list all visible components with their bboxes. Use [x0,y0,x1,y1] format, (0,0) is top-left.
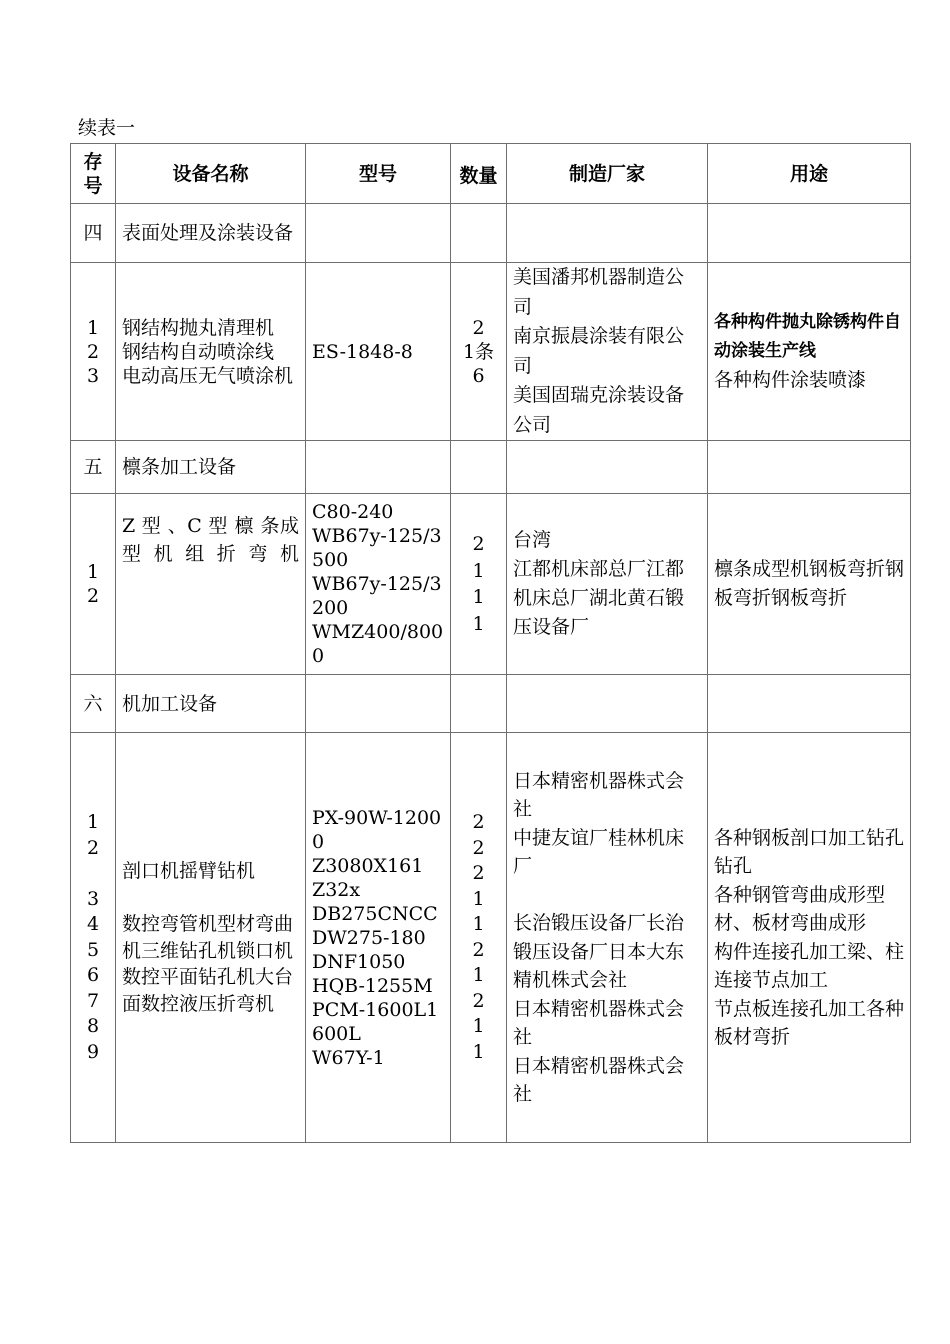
use-cell [708,263,911,441]
section-title: 表面处理及涂装设备 [116,204,306,263]
maker-cell: 台湾 江都机床部总厂江都机床总厂湖北黄石锻压设备厂 [507,494,708,675]
equipment-table [70,143,911,1143]
section-row-machining [71,675,911,733]
item-index: 1 2 3 [71,263,116,441]
section-row-surface [71,204,911,263]
use-bold-text: 各种构件抛丸除锈构件自动涂装生产线 [714,312,901,361]
header-qty: 数量 [451,144,507,204]
model-cell: C80-240 WB67y-125/3500 WB67y-125/3200 WMZ400/8000 [306,494,451,675]
header-model: 型号 [306,144,451,204]
use-cell: 各种钢板剖口加工钻孔 钻孔 各种钢管弯曲成形型材、板材弯曲成形 构件连接孔加工梁、柱连接节点加工 节点板连接孔加工各种板材弯折 [708,733,911,1143]
table-row [71,263,911,441]
header-maker: 制造厂家 [507,144,708,204]
table-caption: 续表一 [78,117,136,139]
section-index: 五 [71,441,116,494]
equipment-names: 钢结构抛丸清理机 钢结构自动喷涂线 电动高压无气喷涂机 [116,263,306,441]
header-name: 设备名称 [116,144,306,204]
model-cell: PX-90W-12000 Z3080X161 Z32x DB275CNCC DW275-180 DNF1050 HQB-1255M PCM-1600L1600L W67Y-1 [306,733,451,1143]
header-no: 存 号 [71,144,116,204]
table-row [71,733,911,1143]
section-index: 六 [71,675,116,733]
maker-cell: 日本精密机器株式会社 中捷友谊厂桂林机床厂 长治锻压设备厂长治锻压设备厂日本大东精机株式会社 日本精密机器株式会社 日本精密机器株式会社 [507,733,708,1143]
model-cell: ES-1848-8 [306,263,451,441]
section-index: 四 [71,204,116,263]
table-row [71,494,911,675]
item-index: 1 2 3 4 5 6 7 8 9 [71,733,116,1143]
equipment-names: Z 型 、C 型 檩 条成型机组折弯机 [116,494,306,675]
quantity-cell: 2 1条 6 [451,263,507,441]
use-cell: 檩条成型机钢板弯折钢板弯折钢板弯折 [708,494,911,675]
header-use: 用途 [708,144,911,204]
quantity-cell: 2 1 1 1 [451,494,507,675]
section-title: 机加工设备 [116,675,306,733]
maker-cell: 美国潘邦机器制造公司 南京振晨涂装有限公司 美国固瑞克涂装设备公司 [507,263,708,441]
item-index: 1 2 [71,494,116,675]
section-row-purlin [71,441,911,494]
header-row [71,144,911,204]
section-title: 檩条加工设备 [116,441,306,494]
equipment-names: 剖口机摇臂钻机 数控弯管机型材弯曲机三维钻孔机锁口机数控平面钻孔机大台面数控液压折弯机 [116,733,306,1143]
use-plain-text: 各种构件涂装喷漆 [714,369,867,391]
quantity-cell: 2 2 2 1 1 2 1 2 1 1 [451,733,507,1143]
